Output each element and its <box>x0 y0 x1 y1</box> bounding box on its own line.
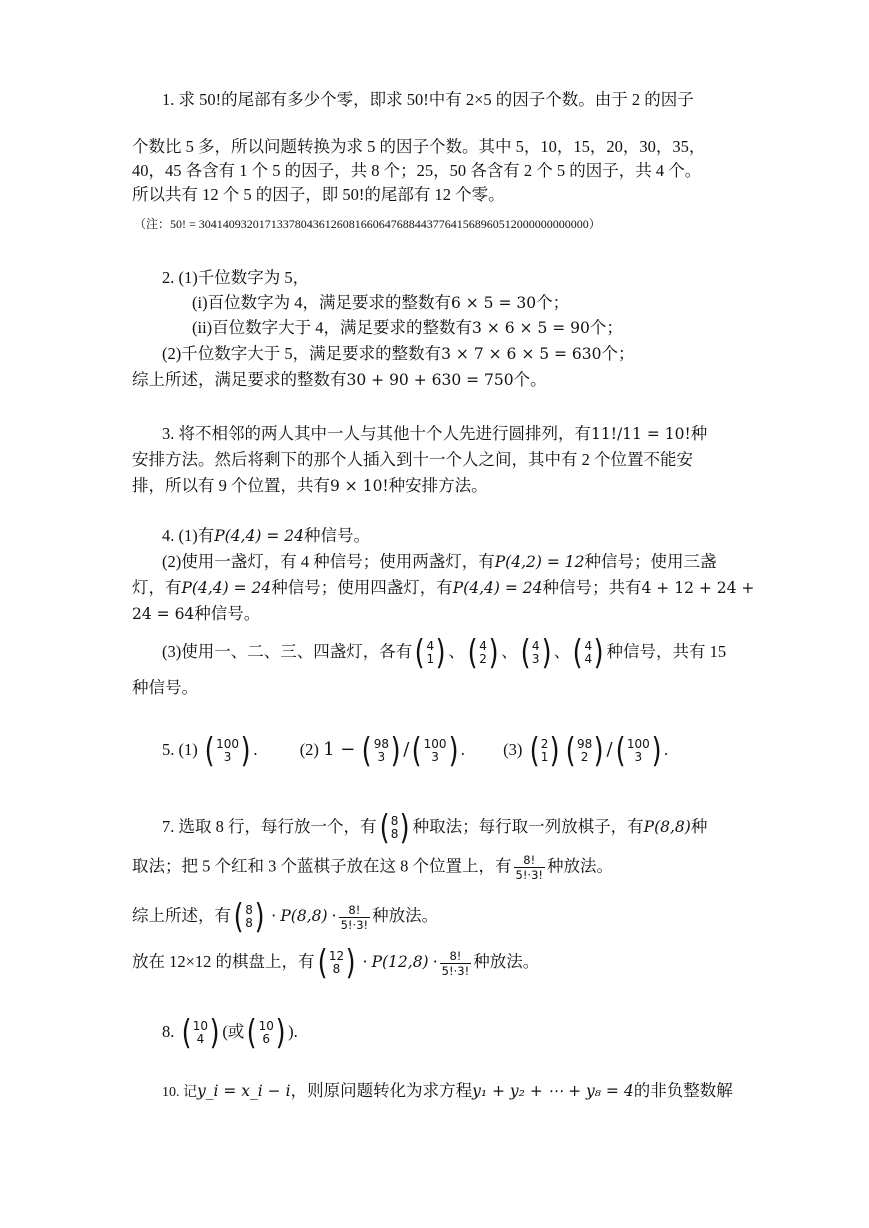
binom-100-3b: ( 100 3 ) <box>412 731 459 771</box>
dot: · <box>331 906 337 925</box>
binom-8-8b: ( 8 8 ) <box>233 897 265 937</box>
p4-line1 <box>162 524 370 548</box>
slash: / <box>606 738 613 760</box>
sep: 、 <box>448 641 465 661</box>
p2-b-math: 6 × 5 = 30 <box>450 294 537 312</box>
p1-line2: 个数比 5 多，所以问题转换为求 5 的因子个数。其中 5，10，15，20，30，35， <box>132 137 706 156</box>
p3-l1-end: 种 <box>690 424 708 443</box>
p2-d-end: 个； <box>601 344 635 363</box>
p3-l3-text: 排，所以有 9 个位置，共有 <box>132 476 330 495</box>
binom-4-2: ( 4 2 ) <box>467 633 499 673</box>
binom-4-3: ( 4 3 ) <box>520 633 552 673</box>
p10-mid: ，则原问题转化为求方程 <box>290 1081 473 1100</box>
p4-l2-math: P(4,2) = 12 <box>494 553 585 571</box>
p-8-8: P(8,8) <box>280 906 328 925</box>
dot: · <box>271 906 277 925</box>
binom-10-6: ( 10 6 ) <box>246 1013 286 1053</box>
p4-l5-b: 种信号，共有 15 <box>606 641 727 661</box>
p1-line3: 40，45 各含有 1 个 5 的因子，共 8 个；25，50 各含有 2 个 5 的因子，共 4 个。 <box>132 161 702 180</box>
p7-l1-c: 种 <box>690 816 708 836</box>
p2-e-end: 个。 <box>513 370 547 389</box>
p10-end: 的非负整数解 <box>633 1081 733 1100</box>
p5-line <box>162 731 669 771</box>
p7-l3-a: 综上所述，有 <box>132 905 231 925</box>
p2-line1: 2. (1)千位数字为 5， <box>162 268 310 287</box>
p4-line4 <box>132 602 260 626</box>
p10-math1: y_i = x_i − i <box>197 1082 291 1100</box>
p1-line1: 1. 求 50!的尾部有多少个零，即求 50!中有 2×5 的因子个数。由于 2 的因子 <box>162 90 694 109</box>
p4-line3 <box>132 576 754 600</box>
p8-end: ). <box>288 1021 298 1041</box>
p7-l4-b: 种放法。 <box>473 951 540 971</box>
p3-l3-math: 9 × 10! <box>330 477 389 495</box>
p8-line <box>162 1013 298 1053</box>
binom-98-3: ( 98 3 ) <box>362 731 401 771</box>
p3-l1-math: 11!/11 = 10! <box>591 425 691 443</box>
p4-l4-math: 24 = 64 <box>132 605 195 623</box>
p4-l3-math1: P(4,4) = 24 <box>181 579 272 597</box>
p3-l1-text: 3. 将不相邻的两人其中一人与其他十个人先进行圆排列，有 <box>162 424 591 443</box>
p8-label: 8. <box>162 1021 175 1041</box>
p4-l3-c: 种信号；共有 <box>542 578 642 597</box>
binom-2-1: ( 2 1 ) <box>529 731 561 771</box>
p2-line4 <box>162 342 635 366</box>
p4-l1-text: 4. (1)有 <box>162 526 215 545</box>
binom-10-4: ( 10 4 ) <box>181 1013 220 1053</box>
p2-b-end: 个； <box>536 293 570 312</box>
p4-l3-b: 种信号；使用四盏灯，有 <box>271 578 453 597</box>
binom-8-8: ( 8 8 ) <box>379 808 411 848</box>
p3-line3 <box>132 474 488 498</box>
p10-math2: y₁ + y₂ + ⋯ + y₈ = 4 <box>472 1082 634 1100</box>
p10-line <box>162 1079 733 1105</box>
p4-line5 <box>162 633 727 673</box>
p7-line3 <box>132 897 439 937</box>
p4-l5-a: (3)使用一、二、三、四盏灯，各有 <box>162 641 413 661</box>
p4-l1-math: P(4,4) = 24 <box>214 527 304 545</box>
p1-line4: 所以共有 12 个 5 的因子，即 50!的尾部有 12 个零。 <box>132 185 505 204</box>
p7-l2-a: 取法；把 5 个红和 3 个蓝棋子放在这 8 个位置上，有 <box>132 856 512 876</box>
p2-e-text: 综上所述，满足要求的整数有 <box>132 370 347 389</box>
p4-line2 <box>162 550 717 574</box>
p5-label3: (3) <box>503 739 523 759</box>
p7-line4 <box>132 943 540 983</box>
period: . <box>664 739 669 759</box>
p2-line5 <box>132 368 547 392</box>
p2-d-math: 3 × 7 × 6 × 5 = 630 <box>441 345 602 363</box>
binom-4-1: ( 4 1 ) <box>414 633 446 673</box>
p4-line6: 种信号。 <box>132 678 198 697</box>
p5-label2: (2) <box>299 739 319 759</box>
p4-l2-b: 种信号；使用三盏 <box>584 552 717 571</box>
p7-l1-a: 7. 选取 8 行，每行放一个，有 <box>162 816 377 836</box>
p7-l1-b: 种取法；每行取一列放棋子，有 <box>412 816 644 836</box>
p1-note: （注：50! = 30414093201713378043612608166064768844377641568960512000000000000） <box>134 217 601 231</box>
p2-b-text: (i)百位数字为 4，满足要求的整数有 <box>192 293 451 312</box>
one-minus: 1 − <box>323 738 356 760</box>
p2-c-math: 3 × 6 × 5 = 90 <box>472 319 590 337</box>
p4-l3-math2: P(4,4) = 24 <box>452 579 543 597</box>
p7-line1 <box>162 808 708 848</box>
p4-l1-end: 种信号。 <box>304 526 370 545</box>
period: . <box>253 739 258 759</box>
sep: 、 <box>501 641 518 661</box>
fraction-8-over-5-3b: $\frac{8!}{5!\cdot 3!}$ <box>340 902 369 932</box>
p3-line1 <box>162 422 707 446</box>
p5-label1: 5. (1) <box>162 739 198 759</box>
p7-l2-b: 种放法。 <box>547 856 614 876</box>
p2-line3 <box>192 316 623 340</box>
binom-100-3: ( 100 3 ) <box>204 731 251 771</box>
p2-c-text: (ii)百位数字大于 4，满足要求的整数有 <box>192 318 473 337</box>
p3-l3-end: 种安排方法。 <box>388 476 488 495</box>
binom-98-2: ( 98 2 ) <box>565 731 604 771</box>
binom-12-8: ( 12 8 ) <box>317 943 356 983</box>
p7-l4-a: 放在 12×12 的棋盘上，有 <box>132 951 315 971</box>
p7-l1-math: P(8,8) <box>643 817 691 836</box>
p2-c-end: 个； <box>589 318 623 337</box>
binom-100-3c: ( 100 3 ) <box>615 731 662 771</box>
p4-l3-math3: 4 + 12 + 24 + <box>641 579 755 597</box>
p10-label: 10. 记 <box>162 1085 197 1100</box>
p2-line2 <box>192 291 569 315</box>
p4-l4-end: 种信号。 <box>194 604 261 623</box>
p8-mid: (或 <box>222 1021 245 1041</box>
fraction-8-over-5-3c: $\frac{8!}{5!\cdot 3!}$ <box>441 948 470 978</box>
p-12-8: P(12,8) <box>371 952 429 971</box>
dot: · <box>432 952 438 971</box>
p7-l3-b: 种放法。 <box>372 905 439 925</box>
slash: / <box>403 738 410 760</box>
p2-d-text: (2)千位数字大于 5，满足要求的整数有 <box>162 344 442 363</box>
period: . <box>460 739 465 759</box>
fraction-8-over-5-3: $\frac{8!}{5!\cdot 3!}$ <box>515 853 544 882</box>
p3-line2: 安排方法。然后将剩下的那个人插入到十一个人之间，其中有 2 个位置不能安 <box>132 450 693 469</box>
binom-4-4: ( 4 4 ) <box>572 633 604 673</box>
p2-e-math: 30 + 90 + 630 = 750 <box>346 371 514 389</box>
p7-line2 <box>132 853 613 882</box>
dot: · <box>362 952 368 971</box>
p4-l3-a: 灯，有 <box>132 578 182 597</box>
sep: 、 <box>553 641 571 661</box>
p4-l2-a: (2)使用一盏灯，有 4 种信号；使用两盏灯，有 <box>162 552 495 571</box>
